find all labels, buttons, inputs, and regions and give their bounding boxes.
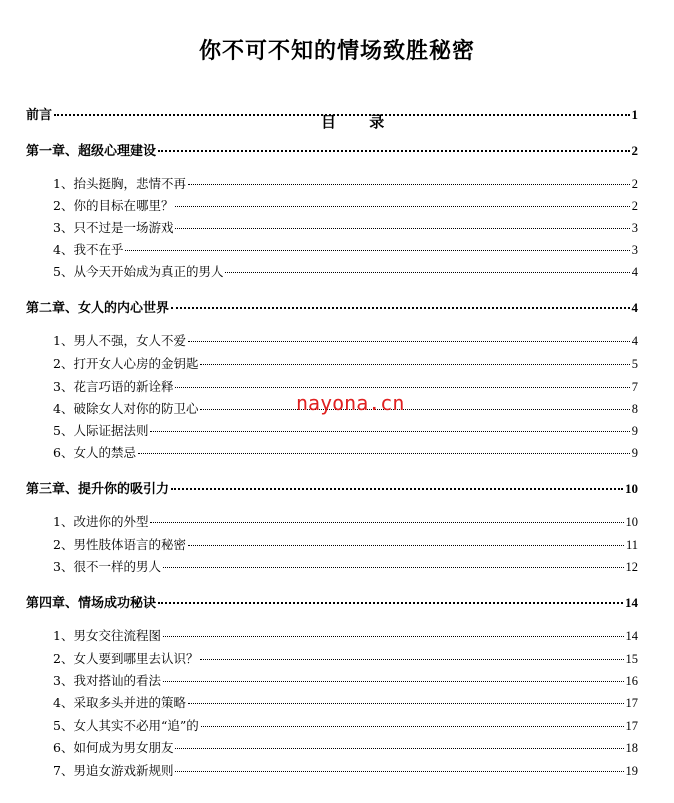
toc-item-page: 18 [625,741,638,755]
toc-item-page: 7 [631,380,638,394]
toc-item [53,535,638,553]
toc-chapter-label: 第三章、提升你的吸引力 [26,482,170,497]
toc-item-page: 11 [625,538,638,552]
toc-item [53,761,638,779]
toc-item-page: 14 [625,629,638,643]
toc-item-page: 2 [631,199,638,213]
toc-item-label: 5、女人其实不必用“追”的 [53,718,199,733]
toc-item-label: 3、花言巧语的新诠释 [53,379,174,394]
dot-leader [163,681,624,682]
dot-leader [158,602,623,604]
dot-leader [175,748,623,749]
dot-leader [150,431,629,432]
watermark-text: nayona.cn [296,391,405,415]
dot-leader [171,488,623,490]
toc-item-page: 19 [625,764,638,778]
toc-item-label: 3、只不过是一场游戏 [53,220,174,235]
toc-item-page: 3 [631,243,638,257]
dot-leader [188,545,624,546]
dot-leader [150,522,623,523]
toc-item [53,716,638,734]
toc-chapter [26,592,638,611]
dot-leader [163,567,624,568]
dot-leader [138,453,630,454]
toc-item [53,421,638,439]
dot-leader [200,409,629,410]
toc-item-label: 2、你的目标在哪里？ [53,198,174,213]
toc-item-page: 8 [631,402,638,416]
toc-item-page: 2 [631,177,638,191]
document-title: 你不可不知的情场致胜秘密 [198,39,475,64]
toc-item [53,693,638,711]
toc-item [53,512,638,530]
toc-item-page: 10 [625,515,638,529]
toc-heading: 目 录 [321,113,399,131]
toc-item [53,443,638,461]
toc-item [53,626,638,644]
toc-chapter [26,297,638,316]
toc-item-page: 9 [631,424,638,438]
dot-leader [125,250,629,251]
dot-leader [175,228,629,229]
toc-item-page: 17 [625,719,638,733]
toc-chapter-label: 第四章、情场成功秘诀 [26,596,157,611]
dot-leader [175,387,629,388]
toc-item-page: 17 [625,696,638,710]
toc-item-label: 1、改进你的外型 [53,514,149,529]
dot-leader [188,703,624,704]
dot-leader [175,206,629,207]
toc-item-label: 2、女人要到哪里去认识？ [53,651,199,666]
dot-leader [171,307,629,309]
dot-leader [175,771,623,772]
toc-item [53,649,638,667]
toc-item-page: 15 [625,652,638,666]
toc-item [53,354,638,372]
toc-item-page: 3 [631,221,638,235]
toc-item [53,738,638,756]
toc-item-label: 6、女人的禁忌 [53,445,136,460]
toc-item-page: 5 [631,357,638,371]
toc-item-label: 5、从今天开始成为真正的男人 [53,264,224,279]
toc-chapter-page: 2 [631,143,638,158]
toc-item [53,174,638,192]
toc-item [53,262,638,280]
toc-item-label: 1、男人不强，女人不爱 [53,333,186,348]
toc-item-page: 12 [625,560,638,574]
toc-chapter-label: 第一章、超级心理建设 [26,144,157,159]
toc-item [53,196,638,214]
toc-item-page: 9 [631,446,638,460]
toc-item [53,671,638,689]
dot-leader [188,184,630,185]
dot-leader [188,341,630,342]
toc-item-label: 7、男追女游戏新规则 [53,763,174,778]
toc-item-label: 4、我不在乎 [53,242,124,257]
toc-chapter [26,478,638,497]
dot-leader [163,636,624,637]
toc-item-label: 6、如何成为男女朋友 [53,740,174,755]
dot-leader [225,272,629,273]
toc-chapter [26,140,638,159]
toc-item-label: 1、男女交往流程图 [53,628,161,643]
dot-leader [201,726,624,727]
toc-entry-page: 1 [631,107,638,122]
toc-chapter-label: 第二章、女人的内心世界 [26,301,170,316]
toc-entry-preface [26,104,638,123]
toc-chapter-page: 4 [631,300,638,315]
toc-item-page: 16 [625,674,638,688]
dot-leader [158,150,629,152]
toc-item [53,240,638,258]
toc-item-label: 1、抬头挺胸，悲情不再 [53,176,186,191]
toc-chapter-page: 14 [625,595,638,610]
toc-item [53,218,638,236]
dot-leader [200,364,629,365]
dot-leader [200,659,623,660]
toc-item-label: 3、我对搭讪的看法 [53,673,161,688]
toc-item [53,331,638,349]
toc-item-label: 2、男性肢体语言的秘密 [53,537,186,552]
toc-entry-label: 前言 [26,108,53,123]
toc-item-label: 4、采取多头并进的策略 [53,695,186,710]
dot-leader [54,114,629,116]
toc-item [53,557,638,575]
toc-item-label: 4、破除女人对你的防卫心 [53,401,199,416]
toc-item-label: 3、很不一样的男人 [53,559,161,574]
toc-item-label: 2、打开女人心房的金钥匙 [53,356,199,371]
toc-item-label: 5、人际证据法则 [53,423,149,438]
toc-item-page: 4 [631,265,638,279]
toc-chapter-page: 10 [625,481,638,496]
toc-item-page: 4 [631,334,638,348]
